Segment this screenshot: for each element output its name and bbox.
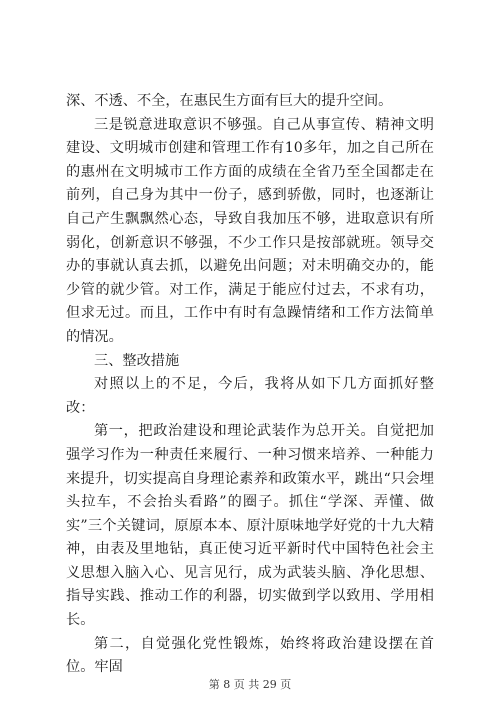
paragraph-5: 第二，自觉强化党性锻炼，始终将政治建设摆在首位。牢固 [66,635,434,676]
paragraph-4: 第一，把政治建设和理论武装作为总开关。自觉把加强学习作为一种责任来履行、一种习惯来培养、一种能力来提升，切实提高自身理论素养和政策水平，跳出“只会埋头拉车，不会抬头看路”的圈子。抓住“学深、弄懂、做实”三个关键词，原原本本、原汁原味地学好党的十九大精神，由表及里地钻，真正使习近平新时代中国特色社会主义思想入脑入心、见言见行，成为武装头脑、净化思想、指导实践、推动工作的利器，切实做到学以致用、学用相长。 [66,423,434,629]
paragraph-2: 三是锐意进取意识不够强。自己从事宣传、精神文明建设、文明城市创建和管理工作有10多年，加之自己所在的惠州在文明城市工作方面的成绩在全省乃至全国都走在前列，自己身为其中一份子，感到骄傲，同时，也逐渐让自己产生飘飘然心态，导致自我加压不够，进取意识有所弱化，创新意识不够强，不少工作只是按部就班。领导交办的事就认真去抓，以避免出问题；对未明确交办的，能少管的就少管。对工作，满足于能应付过去，不求有功，但求无过。而且，工作中有时有急躁情绪和工作方法简单的情况。 [66,116,434,345]
paragraph-3: 对照以上的不足，今后，我将从如下几方面抓好整改： [66,376,434,416]
paragraph-1: 深、不透、不全，在惠民生方面有巨大的提升空间。 [66,93,393,109]
page-footer: 第 8 页 共 29 页 [208,678,292,691]
document-body [66,90,434,680]
section-heading: 三、整改措施 [94,352,180,369]
